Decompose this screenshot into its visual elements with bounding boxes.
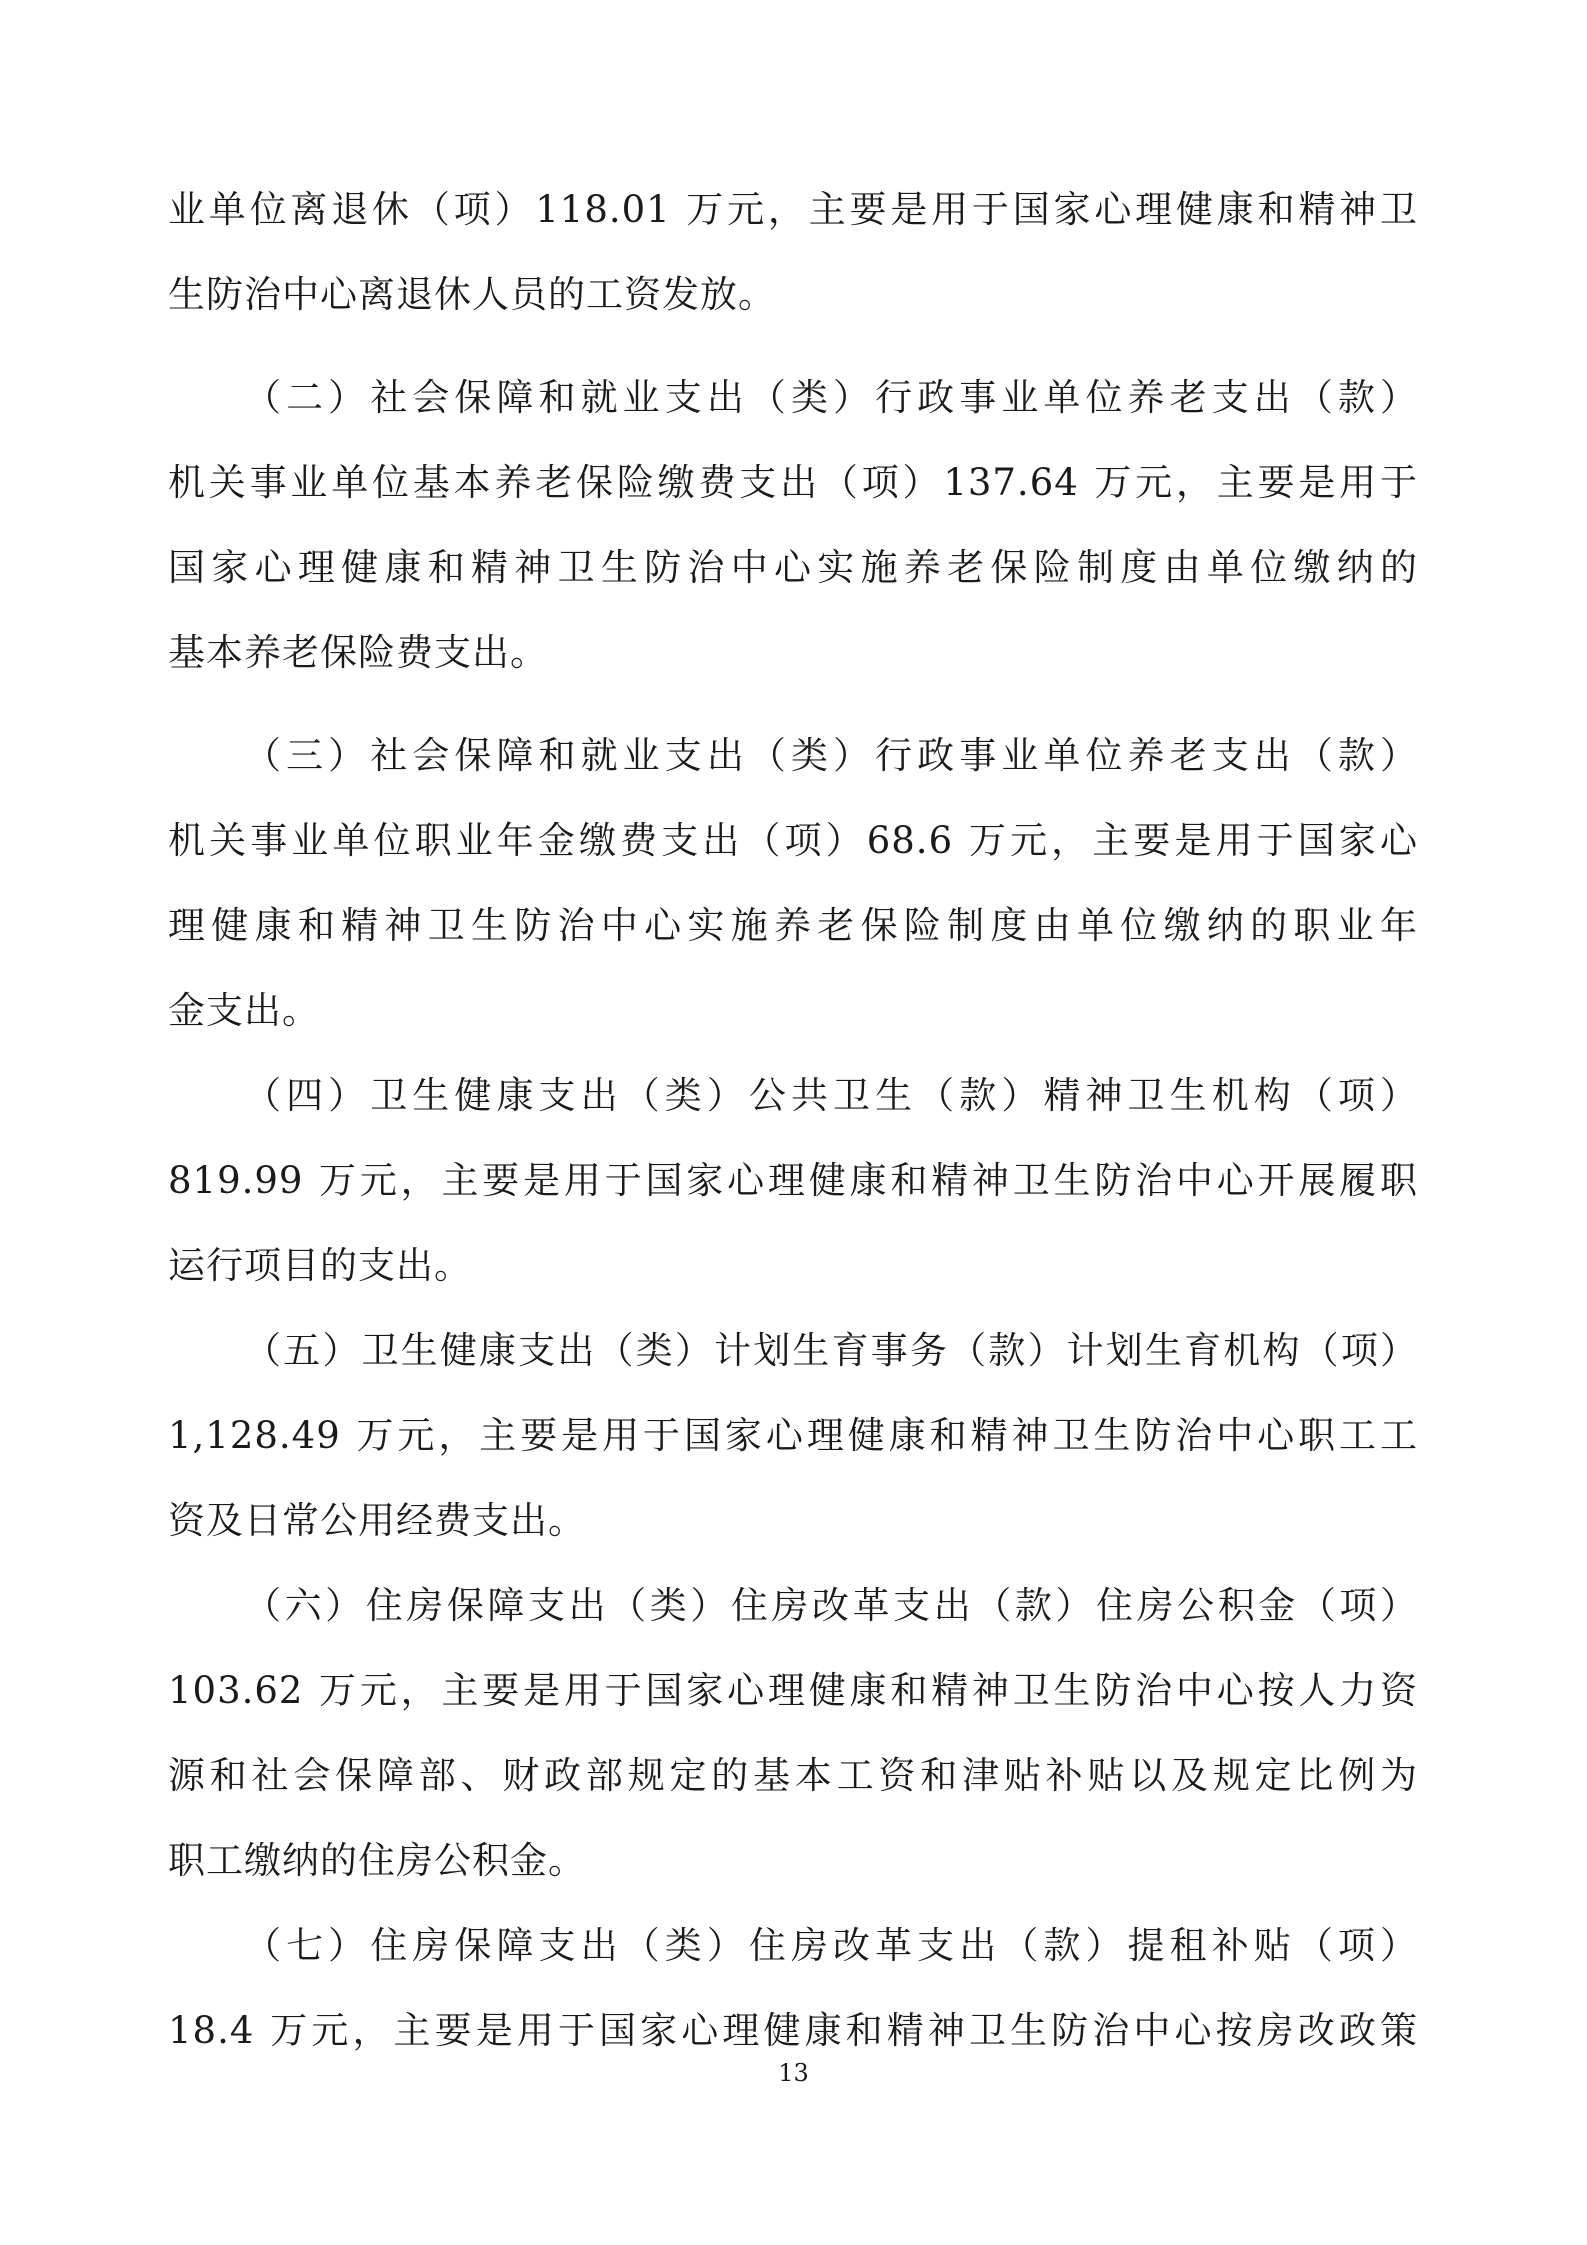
paragraph-heading-line: （三）社会保障和就业支出（类）行政事业单位养老支出（款）	[244, 734, 1418, 777]
text-line: 职工缴纳的住房公积金。	[168, 1839, 586, 1882]
paragraph-heading-line: （四）卫生健康支出（类）公共卫生（款）精神卫生机构（项）	[244, 1074, 1418, 1117]
text-line: 基本养老保险费支出。	[168, 631, 548, 674]
text-line: 机关事业单位职业年金缴费支出（项）68.6 万元，主要是用于国家心	[168, 819, 1418, 862]
paragraph-heading-line: （二）社会保障和就业支出（类）行政事业单位养老支出（款）	[244, 376, 1418, 419]
paragraph-heading-line: （七）住房保障支出（类）住房改革支出（款）提租补贴（项）	[244, 1924, 1418, 1967]
text-line: 源和社会保障部、财政部规定的基本工资和津贴补贴以及规定比例为	[168, 1754, 1418, 1797]
text-line: 103.62 万元，主要是用于国家心理健康和精神卫生防治中心按人力资	[168, 1669, 1418, 1712]
text-line: 819.99 万元，主要是用于国家心理健康和精神卫生防治中心开展履职	[168, 1159, 1418, 1202]
text-line: 理健康和精神卫生防治中心实施养老保险制度由单位缴纳的职业年	[168, 904, 1418, 947]
text-line: 国家心理健康和精神卫生防治中心实施养老保险制度由单位缴纳的	[168, 546, 1418, 589]
page-number: 13	[778, 2059, 809, 2087]
text-line: 18.4 万元，主要是用于国家心理健康和精神卫生防治中心按房改政策	[168, 2009, 1418, 2052]
text-line: 运行项目的支出。	[168, 1244, 472, 1287]
text-line: 资及日常公用经费支出。	[168, 1499, 586, 1542]
paragraph-heading-line: （五）卫生健康支出（类）计划生育事务（款）计划生育机构（项）	[244, 1329, 1418, 1372]
text-line: 1,128.49 万元，主要是用于国家心理健康和精神卫生防治中心职工工	[168, 1414, 1418, 1457]
text-line: 金支出。	[168, 989, 320, 1032]
text-line: 机关事业单位基本养老保险缴费支出（项）137.64 万元，主要是用于	[168, 461, 1418, 504]
paragraph-heading-line: （六）住房保障支出（类）住房改革支出（款）住房公积金（项）	[244, 1584, 1418, 1627]
text-line: 业单位离退休（项）118.01 万元，主要是用于国家心理健康和精神卫	[168, 188, 1418, 231]
text-line: 生防治中心离退休人员的工资发放。	[168, 273, 776, 316]
